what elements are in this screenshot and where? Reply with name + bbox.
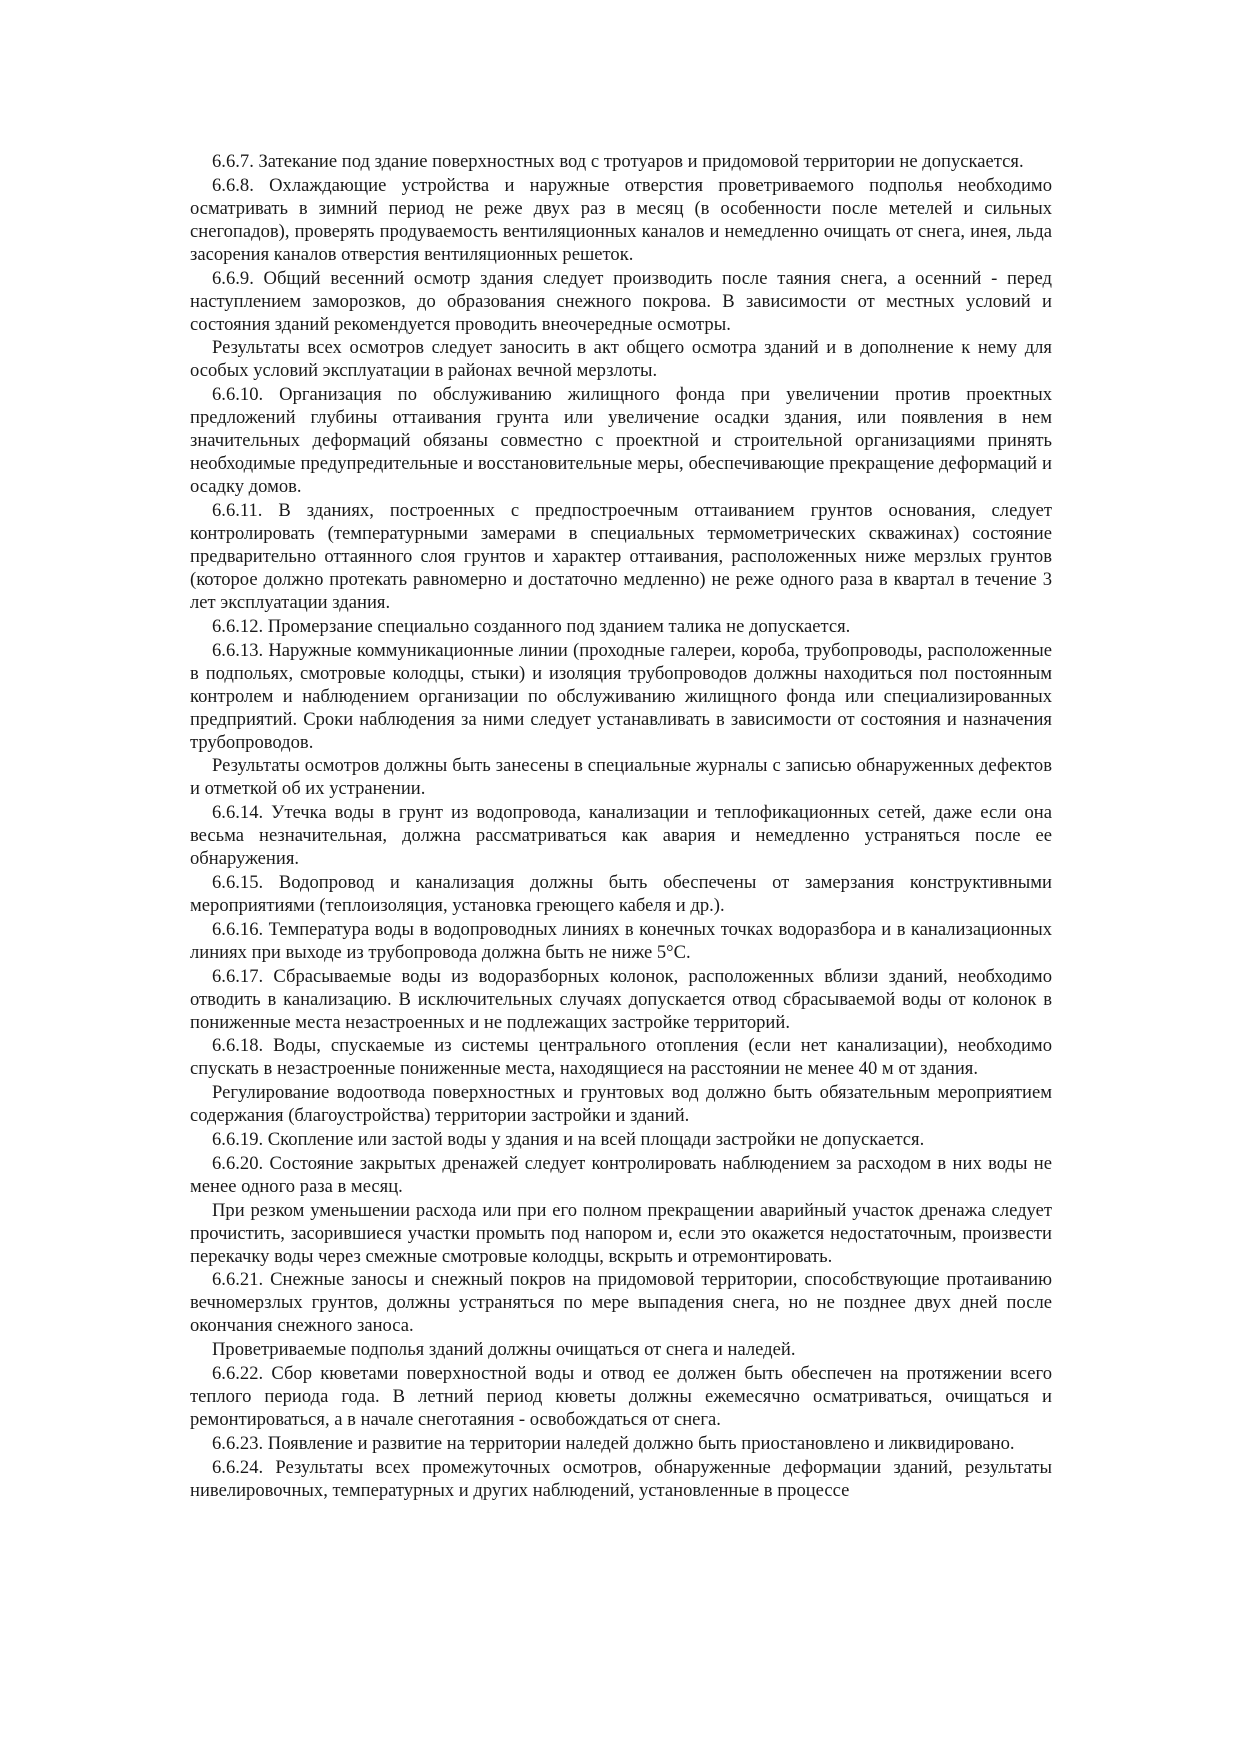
paragraph-6-6-22: 6.6.22. Сбор кюветами поверхностной воды и отвод ее должен быть обеспечен на протяжении всего теплого периода года. В летний период кюветы должны ежемесячно осматриваться, очищаться и ремонтироваться, а в начале снеготаяния - освобождаться от снега. bbox=[190, 1362, 1052, 1430]
paragraph-6-6-7: 6.6.7. Затекание под здание поверхностных вод с тротуаров и придомовой территории не допускается. bbox=[212, 151, 1024, 172]
document-body bbox=[190, 150, 1052, 1502]
paragraph-6-6-11: 6.6.11. В зданиях, построенных с предпостроечным оттаиванием грунтов основания, следует контролировать (температурными замерами в специальных термометрических скважинах) состояние предварительно оттаянного слоя грунтов и характер оттаивания, расположенных ниже мерзлых грунтов (которое должно протекать равномерно и достаточно медленно) не реже одного раза в квартал в течение 3 лет эксплуатации здания. bbox=[190, 499, 1052, 613]
paragraph-6-6-20: 6.6.20. Состояние закрытых дренажей следует контролировать наблюдением за расходом в них воды не менее одного раза в месяц. bbox=[190, 1152, 1052, 1197]
paragraph-6-6-8: 6.6.8. Охлаждающие устройства и наружные отверстия проветриваемого подполья необходимо осматривать в зимний период не реже двух раз в месяц (в особенности после метелей и сильных снегопадов), проверять продуваемость вентиляционных каналов и немедленно очищать от снега, инея, льда засорения каналов отверстия вентиляционных решеток. bbox=[190, 174, 1052, 265]
paragraph-6-6-13: 6.6.13. Наружные коммуникационные линии (проходные галереи, короба, трубопроводы, расположенные в подпольях, смотровые колодцы, стыки) и изоляция трубопроводов должны находиться пол постоянным контролем и наблюдением организации по обслуживанию жилищного фонда или специализированных предприятий. Сроки наблюдения за ними следует устанавливать в зависимости от состояния и назначения трубопроводов. bbox=[190, 639, 1052, 753]
paragraph-6-6-9: 6.6.9. Общий весенний осмотр здания следует производить после таяния снега, а осенний - перед наступлением заморозков, до образования снежного покрова. В зависимости от местных условий и состояния зданий рекомендуется проводить внеочередные осмотры. bbox=[190, 267, 1052, 335]
paragraph-6-6-23: 6.6.23. Появление и развитие на территории наледей должно быть приостановлено и ликвидировано. bbox=[212, 1432, 1015, 1454]
paragraph-6-6-15: 6.6.15. Водопровод и канализация должны быть обеспечены от замерзания конструктивными мероприятиями (теплоизоляция, установка греющего кабеля и др.). bbox=[190, 871, 1052, 916]
paragraph-6-6-14: 6.6.14. Утечка воды в грунт из водопровода, канализации и теплофикационных сетей, даже если она весьма незначительная, должна рассматриваться как авария и немедленно устраняться после ее обнаружения. bbox=[190, 802, 1052, 870]
paragraph-6-6-21: 6.6.21. Снежные заносы и снежный покров на придомовой территории, способствующие протаиванию вечномерзлых грунтов, должны устраняться по мере выпадения снега, но не позднее двух дней после окончания снежного заноса. bbox=[190, 1269, 1052, 1337]
paragraph-6-6-17: 6.6.17. Сбрасываемые воды из водоразборных колонок, расположенных вблизи зданий, необходимо отводить в канализацию. В исключительных случаях допускается отвод сбрасываемой воды от колонок в пониженные места незастроенных и не подлежащих застройке территорий. bbox=[190, 965, 1052, 1033]
paragraph-6-6-19: 6.6.19. Скопление или застой воды у здания и на всей площади застройки не допускается. bbox=[212, 1128, 925, 1150]
paragraph-6-6-12: 6.6.12. Промерзание специально созданного под зданием талика не допускается. bbox=[212, 615, 851, 637]
paragraph-drain-repair: При резком уменьшении расхода или при его полном прекращении аварийный участок дренажа следует прочистить, засорившиеся участки промыть под напором и, если это окажется недостаточным, произвести перекачку воды через смежные смотровые колодцы, вскрыть и отремонтировать. bbox=[190, 1199, 1052, 1267]
paragraph-6-6-16: 6.6.16. Температура воды в водопроводных линиях в конечных точках водоразбора и в канализационных линиях при выходе из трубопровода должна быть не ниже 5°С. bbox=[190, 918, 1052, 963]
paragraph-journal-records: Результаты осмотров должны быть занесены в специальные журналы с записью обнаруженных дефектов и отметкой об их устранении. bbox=[190, 755, 1052, 800]
paragraph-crawlspace-cleaning: Проветриваемые подполья зданий должны очищаться от снега и наледей. bbox=[212, 1339, 796, 1361]
paragraph-6-6-24: 6.6.24. Результаты всех промежуточных осмотров, обнаруженные деформации зданий, результаты нивелировочных, температурных и других наблюдений, установленные в процессе bbox=[190, 1456, 1052, 1501]
paragraph-6-6-10: 6.6.10. Организация по обслуживанию жилищного фонда при увеличении против проектных предложений глубины оттаивания грунта или увеличение осадки здания, или появления в нем значительных деформаций обязаны совместно с проектной и строительной организациями принять необходимые предупредительные и восстановительные меры, обеспечивающие прекращение деформаций и осадку домов. bbox=[190, 384, 1052, 498]
paragraph-inspection-results: Результаты всех осмотров следует заносить в акт общего осмотра зданий и в дополнение к нему для особых условий эксплуатации в районах вечной мерзлоты. bbox=[190, 337, 1052, 382]
paragraph-6-6-18: 6.6.18. Воды, спускаемые из системы центрального отопления (если нет канализации), необходимо спускать в незастроенные пониженные места, находящиеся на расстоянии не менее 40 м от здания. bbox=[190, 1035, 1052, 1080]
paragraph-drainage-regulation: Регулирование водоотвода поверхностных и грунтовых вод должно быть обязательным мероприятием содержания (благоустройства) территории застройки и зданий. bbox=[190, 1082, 1052, 1127]
